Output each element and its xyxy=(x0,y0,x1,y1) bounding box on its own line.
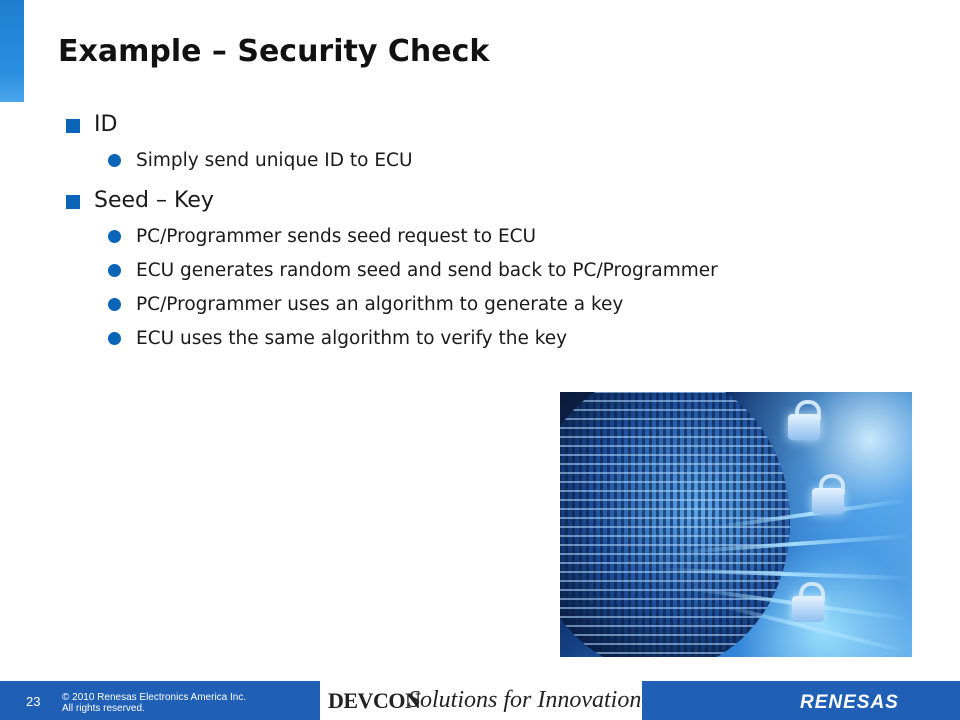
bullet-text: Seed – Key xyxy=(94,188,214,213)
padlock-icon xyxy=(812,474,844,514)
slide-title: Example – Security Check xyxy=(58,34,490,69)
devcon-logo: DEVCON xyxy=(328,688,421,713)
sub-bullet-text: ECU generates random seed and send back to PC/Programmer xyxy=(136,260,718,281)
round-bullet-icon xyxy=(108,230,121,243)
copyright-notice: © 2010 Renesas Electronics America Inc. All rights reserved. xyxy=(62,692,247,714)
sub-bullet-item xyxy=(66,256,926,290)
sub-bullet-text: PC/Programmer sends seed request to ECU xyxy=(136,226,537,247)
sub-bullet-text: Simply send unique ID to ECU xyxy=(136,150,413,171)
square-bullet-icon xyxy=(66,195,80,209)
sub-bullet-item xyxy=(66,222,926,256)
sub-bullet-item xyxy=(66,290,926,324)
sub-bullet-text: ECU uses the same algorithm to verify the key xyxy=(136,328,568,349)
square-bullet-icon xyxy=(66,119,80,133)
round-bullet-icon xyxy=(108,332,121,345)
padlock-icon xyxy=(788,400,820,440)
sub-bullet-text: PC/Programmer uses an algorithm to generate a key xyxy=(136,294,624,315)
footer-bar xyxy=(0,681,960,720)
round-bullet-icon xyxy=(108,264,121,277)
title-accent-bar xyxy=(0,0,24,102)
binary-globe-graphic xyxy=(560,392,790,657)
sub-bullet-item xyxy=(66,324,926,358)
tagline: Solutions for Innovation xyxy=(408,687,642,713)
round-bullet-icon xyxy=(108,154,121,167)
round-bullet-icon xyxy=(108,298,121,311)
renesas-logo: RENESAS xyxy=(800,692,899,713)
sub-bullet-item xyxy=(66,146,926,180)
bullet-text: ID xyxy=(94,112,118,137)
padlock-icon xyxy=(792,582,824,622)
security-illustration-image xyxy=(560,392,912,657)
devcon-banner xyxy=(320,681,642,720)
bullet-item-id xyxy=(66,110,926,146)
page-number: 23 xyxy=(26,694,41,709)
bullet-list xyxy=(66,110,926,358)
bullet-item-seed-key xyxy=(66,186,926,222)
